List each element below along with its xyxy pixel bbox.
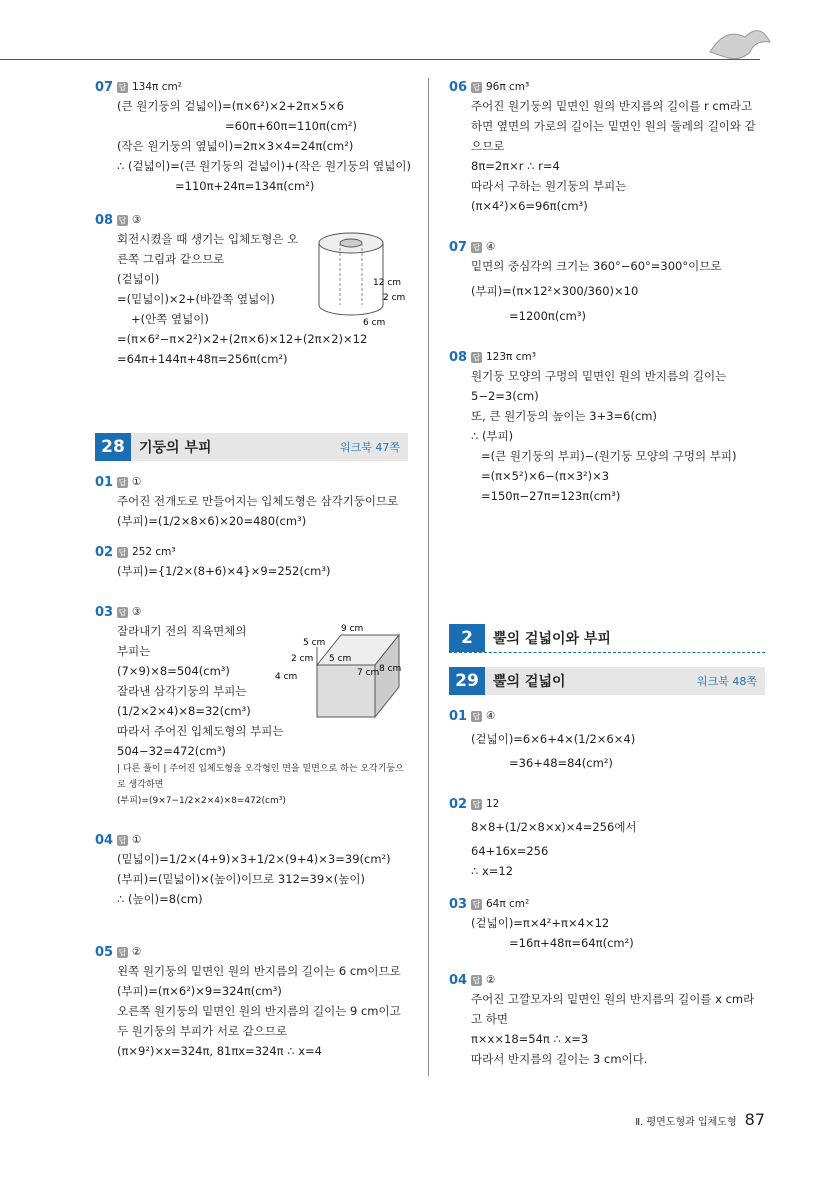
answer-icon: 답 — [118, 215, 127, 225]
solution-line: 오른쪽 원기둥의 밑면인 원의 반지름의 길이는 9 cm이고 — [117, 1004, 401, 1018]
solution-line: (π×9²)×x=324π, 81πx=324π ∴ x=4 — [117, 1044, 322, 1058]
solution-line: 왼쪽 원기둥의 밑면인 원의 반지름의 길이는 6 cm이므로 — [117, 964, 401, 978]
answer-value: 12 — [486, 798, 500, 810]
solution-line: 따라서 주어진 입체도형의 부피는 — [117, 724, 284, 738]
column-divider — [428, 78, 429, 1076]
section-number: 28 — [95, 433, 131, 461]
figure-label: 8 cm — [379, 664, 402, 674]
solution-line: (1/2×2×4)×8=32(cm³) — [117, 704, 251, 718]
question-number: 05 — [95, 944, 114, 960]
solution-line: (겉넓이) — [117, 272, 160, 286]
question-number: 02 — [95, 544, 114, 560]
header-rule — [0, 59, 760, 60]
answer-icon: 답 — [118, 547, 127, 557]
chapter-header-2 — [449, 624, 765, 653]
question-number: 04 — [449, 972, 468, 988]
answer-value: 252 cm³ — [132, 546, 176, 558]
figure-label: 4 cm — [275, 672, 298, 682]
alt-solution-note: 로 생각하면 — [117, 780, 164, 790]
solution-line: =110π+24π=134π(cm²) — [175, 179, 315, 193]
solution-line: (부피)=(밑넓이)×(높이)이므로 312=39×(높이) — [117, 872, 365, 886]
figure-label: 2 cm — [383, 293, 406, 303]
answer-value: 64π cm² — [486, 898, 530, 910]
answer-value: 96π cm³ — [486, 81, 530, 93]
solution-line: =(큰 원기둥의 부피)−(원기둥 모양의 구멍의 부피) — [481, 449, 737, 463]
question-number: 01 — [95, 474, 114, 490]
answer-08 — [95, 211, 420, 421]
figure-label: 12 cm — [373, 278, 402, 288]
chapter-title: 뿔의 겉넓이와 부피 — [493, 631, 611, 647]
answer-icon: 답 — [472, 711, 481, 721]
solution-line: 8π=2π×r ∴ r=4 — [471, 159, 560, 173]
solution-line: 하면 옆면의 가로의 길이는 밑면인 원의 둘레의 길이와 같 — [471, 119, 756, 133]
answer-03r — [449, 895, 767, 955]
solution-line: (부피)={1/2×(8+6)×4}×9=252(cm³) — [117, 564, 331, 578]
question-number: 06 — [449, 79, 468, 95]
answer-icon: 답 — [472, 799, 481, 809]
solution-line: 른쪽 그림과 같으므로 — [117, 252, 225, 266]
solution-line: =150π−27π=123π(cm³) — [481, 489, 621, 503]
answer-07r — [449, 238, 767, 334]
solution-line: 따라서 구하는 원기둥의 부피는 — [471, 179, 627, 193]
solution-line: 으므로 — [471, 139, 505, 153]
page-footer — [635, 1110, 765, 1129]
question-number: 02 — [449, 796, 468, 812]
solution-line: 504−32=472(cm³) — [117, 744, 226, 758]
section-header-29 — [449, 667, 765, 695]
section-title: 뿔의 겉넓이 — [493, 674, 566, 690]
answer-icon: 답 — [118, 835, 127, 845]
answer-01r — [449, 707, 767, 779]
figure-label: 7 cm — [357, 668, 380, 678]
solution-line: (7×9)×8=504(cm³) — [117, 664, 230, 678]
solution-line: π×x×18=54π ∴ x=3 — [471, 1032, 589, 1046]
solution-line: (부피)=(π×6²)×9=324π(cm³) — [117, 984, 282, 998]
answer-05 — [95, 943, 420, 1063]
solution-line: 주어진 고깔모자의 밑면인 원의 반지름의 길이를 x cm라 — [471, 992, 755, 1006]
answer-icon: 답 — [472, 352, 481, 362]
answer-value: 123π cm³ — [486, 351, 536, 363]
answer-01 — [95, 473, 420, 535]
answer-value: ④ — [486, 241, 496, 253]
answer-04 — [95, 831, 420, 921]
answer-value: ③ — [132, 606, 142, 618]
cylinder-figure — [313, 223, 418, 333]
solution-line: (큰 원기둥의 겉넓이)=(π×6²)×2+2π×5×6 — [117, 99, 344, 113]
solution-line: =60π+60π=110π(cm²) — [225, 119, 358, 133]
answer-icon: 답 — [118, 947, 127, 957]
solution-line: 밑면의 중심각의 크기는 360°−60°=300°이므로 — [471, 259, 722, 273]
alt-solution-note: (부피)=(9×7−1/2×2×4)×8=472(cm³) — [117, 796, 286, 806]
chapter-number: 2 — [449, 624, 485, 652]
chapter-subtitle: Ⅱ. 평면도형과 입체도형 — [635, 1117, 737, 1128]
page-number: 87 — [744, 1110, 765, 1129]
answer-value: ① — [132, 834, 142, 846]
figure-label: 2 cm — [291, 654, 314, 664]
figure-label: 6 cm — [363, 318, 386, 328]
question-number: 01 — [449, 708, 468, 724]
answer-value: ③ — [132, 214, 142, 226]
solution-line: (부피)=(π×12²×300/360)×10 — [471, 284, 639, 298]
solution-line: 잘라내기 전의 직육면체의 — [117, 624, 247, 638]
answer-icon: 답 — [118, 607, 127, 617]
workbook-ref: 워크북 48쪽 — [697, 675, 757, 688]
solution-line: 5−2=3(cm) — [471, 389, 539, 403]
answer-07 — [95, 78, 420, 203]
solution-line: (π×4²)×6=96π(cm³) — [471, 199, 588, 213]
answer-icon: 답 — [472, 242, 481, 252]
left-column — [95, 78, 420, 1063]
solution-line: 회전시켰을 때 생기는 입체도형은 오 — [117, 232, 299, 246]
solution-line: 주어진 전개도로 만들어지는 입체도형은 삼각기둥이므로 — [117, 494, 399, 508]
solution-line: =(π×6²−π×2²)×2+(2π×6)×12+(2π×2)×12 — [117, 332, 368, 346]
answer-icon: 답 — [472, 899, 481, 909]
question-number: 08 — [95, 212, 114, 228]
solution-line: 따라서 반지름의 길이는 3 cm이다. — [471, 1052, 648, 1066]
solution-line: 원기둥 모양의 구멍의 밑면인 원의 반지름의 길이는 — [471, 369, 727, 383]
solution-line: (겉넓이)=6×6+4×(1/2×6×4) — [471, 732, 636, 746]
solution-line: (부피)=(1/2×8×6)×20=480(cm³) — [117, 514, 307, 528]
solution-line: =(밑넓이)×2+(바깥쪽 옆넓이) — [117, 292, 275, 306]
answer-02 — [95, 543, 420, 587]
solution-line: 부피는 — [117, 644, 151, 658]
answer-icon: 답 — [118, 477, 127, 487]
question-number: 07 — [95, 79, 114, 95]
dragon-decoration-icon — [705, 22, 775, 67]
section-number: 29 — [449, 667, 485, 695]
solution-line: =(π×5²)×6−(π×3²)×3 — [481, 469, 610, 483]
solution-line: 8×8+(1/2×8×x)×4=256에서 — [471, 820, 637, 834]
question-number: 08 — [449, 349, 468, 365]
solution-line: +(안쪽 옆넓이) — [131, 312, 209, 326]
answer-08r — [449, 348, 767, 508]
solution-line: 64+16x=256 — [471, 844, 549, 858]
solution-line: =1200π(cm³) — [509, 309, 586, 323]
answer-icon: 답 — [472, 82, 481, 92]
solution-line: ∴ (높이)=8(cm) — [117, 892, 203, 906]
answer-value: 134π cm² — [132, 81, 182, 93]
workbook-ref: 워크북 47쪽 — [340, 441, 400, 454]
section-title: 기둥의 부피 — [139, 440, 212, 456]
answer-value: ② — [132, 946, 142, 958]
solution-line: ∴ (겉넓이)=(큰 원기둥의 겉넓이)+(작은 원기둥의 옆넓이) — [117, 159, 411, 173]
answer-value: ② — [486, 974, 496, 986]
cuboid-figure — [273, 607, 413, 727]
answer-04r — [449, 971, 767, 1071]
solution-line: (작은 원기둥의 옆넓이)=2π×3×4=24π(cm²) — [117, 139, 354, 153]
answer-icon: 답 — [118, 82, 127, 92]
question-number: 03 — [449, 896, 468, 912]
answer-icon: 답 — [472, 975, 481, 985]
answer-06 — [449, 78, 767, 220]
section-header-28 — [95, 433, 408, 461]
solution-line: ∴ x=12 — [471, 864, 514, 878]
right-column — [449, 78, 767, 1071]
solution-line: 잘라낸 삼각기둥의 부피는 — [117, 684, 247, 698]
solution-line: =16π+48π=64π(cm²) — [509, 936, 634, 950]
solution-line: (겉넓이)=π×4²+π×4×12 — [471, 916, 610, 930]
figure-label: 5 cm — [329, 654, 352, 664]
answer-02r — [449, 795, 767, 885]
solution-line: 또, 큰 원기둥의 높이는 3+3=6(cm) — [471, 409, 657, 423]
alt-solution-note: | 다른 풀이 | 주어진 입체도형을 오각형인 면을 밑면으로 하는 오각기둥으 — [117, 764, 404, 774]
figure-label: 5 cm — [303, 638, 326, 648]
solution-line: 고 하면 — [471, 1012, 508, 1026]
question-number: 07 — [449, 239, 468, 255]
solution-line: 주어진 원기둥의 밑면인 원의 반지름의 길이를 r cm라고 — [471, 99, 753, 113]
solution-line: 두 원기둥의 부피가 서로 같으므로 — [117, 1024, 288, 1038]
answer-03 — [95, 603, 420, 825]
solution-line: ∴ (부피) — [471, 429, 514, 443]
question-number: 04 — [95, 832, 114, 848]
answer-value: ① — [132, 476, 142, 488]
solution-line: (밑넓이)=1/2×(4+9)×3+1/2×(9+4)×3=39(cm²) — [117, 852, 391, 866]
answer-value: ④ — [486, 710, 496, 722]
solution-line: =64π+144π+48π=256π(cm²) — [117, 352, 288, 366]
solution-line: =36+48=84(cm²) — [509, 756, 613, 770]
question-number: 03 — [95, 604, 114, 620]
figure-label: 9 cm — [341, 624, 364, 634]
